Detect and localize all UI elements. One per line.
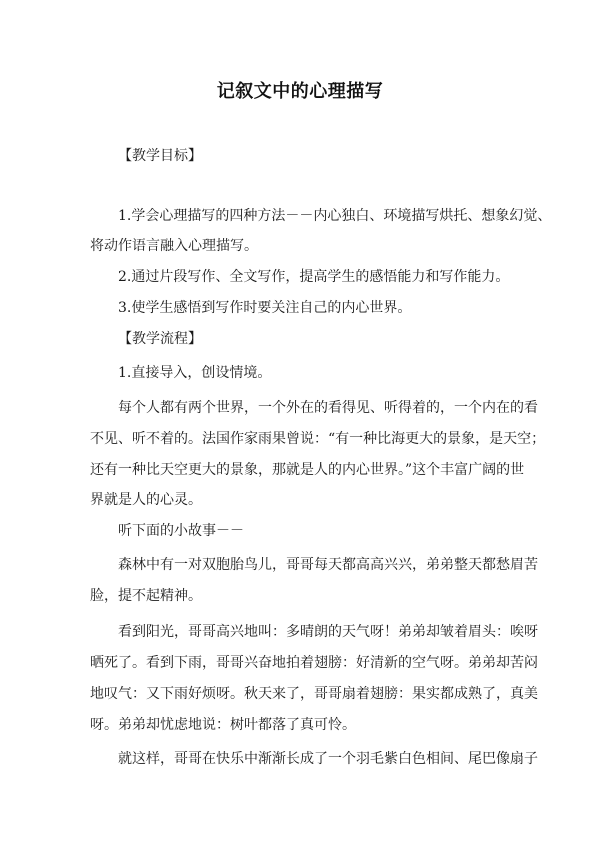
paragraph-line: 听下面的小故事－－ [118, 523, 244, 539]
paragraph-line: 不见、听不着的。法国作家雨果曾说：“有一种比海更大的景象，是天空； [90, 431, 546, 447]
document-title: 记叙文中的心理描写 [216, 81, 384, 102]
paragraph-line: 森林中有一对双胞胎鸟儿，哥哥每天都高高兴兴，弟弟整天都愁眉苦 [118, 557, 538, 573]
paragraph-line: 1.直接导入，创设情境。 [118, 365, 272, 381]
section-heading-objectives: 【教学目标】 [118, 148, 202, 164]
paragraph-line: 呀。弟弟却忧虑地说：树叶都落了真可怜。 [90, 717, 356, 733]
paragraph-line: 还有一种比天空更大的景象，那就是人的内心世界。”这个丰富广阔的世 [90, 462, 525, 478]
paragraph-line: 看到阳光，哥哥高兴地叫：多晴朗的天气呀！弟弟却皱着眉头：唉呀 [118, 624, 538, 640]
paragraph-line: 地叹气：又下雨好烦呀。秋天来了，哥哥扇着翅膀：果实都成熟了，真美 [90, 686, 538, 702]
paragraph-line: 界就是人的心灵。 [90, 492, 202, 508]
paragraph-line: 晒死了。看到下雨，哥哥兴奋地拍着翅膀：好清新的空气呀。弟弟却苦闷 [90, 655, 538, 671]
paragraph-line: 2.通过片段写作、全文写作，提高学生的感悟能力和写作能力。 [118, 269, 510, 285]
paragraph-line: 将动作语言融入心理描写。 [90, 238, 258, 254]
paragraph-line: 脸，提不起精神。 [90, 588, 202, 604]
paragraph-line: 就这样，哥哥在快乐中渐渐长成了一个羽毛紫白色相间、尾巴像扇子 [118, 751, 538, 767]
paragraph-line: 1.学会心理描写的四种方法－－内心独白、环境描写烘托、想象幻觉、 [118, 208, 552, 224]
paragraph-line: 每个人都有两个世界，一个外在的看得见、听得着的，一个内在的看 [118, 400, 538, 416]
paragraph-line: 3.使学生感悟到写作时要关注自己的内心世界。 [118, 300, 412, 316]
section-heading-process: 【教学流程】 [118, 331, 202, 347]
